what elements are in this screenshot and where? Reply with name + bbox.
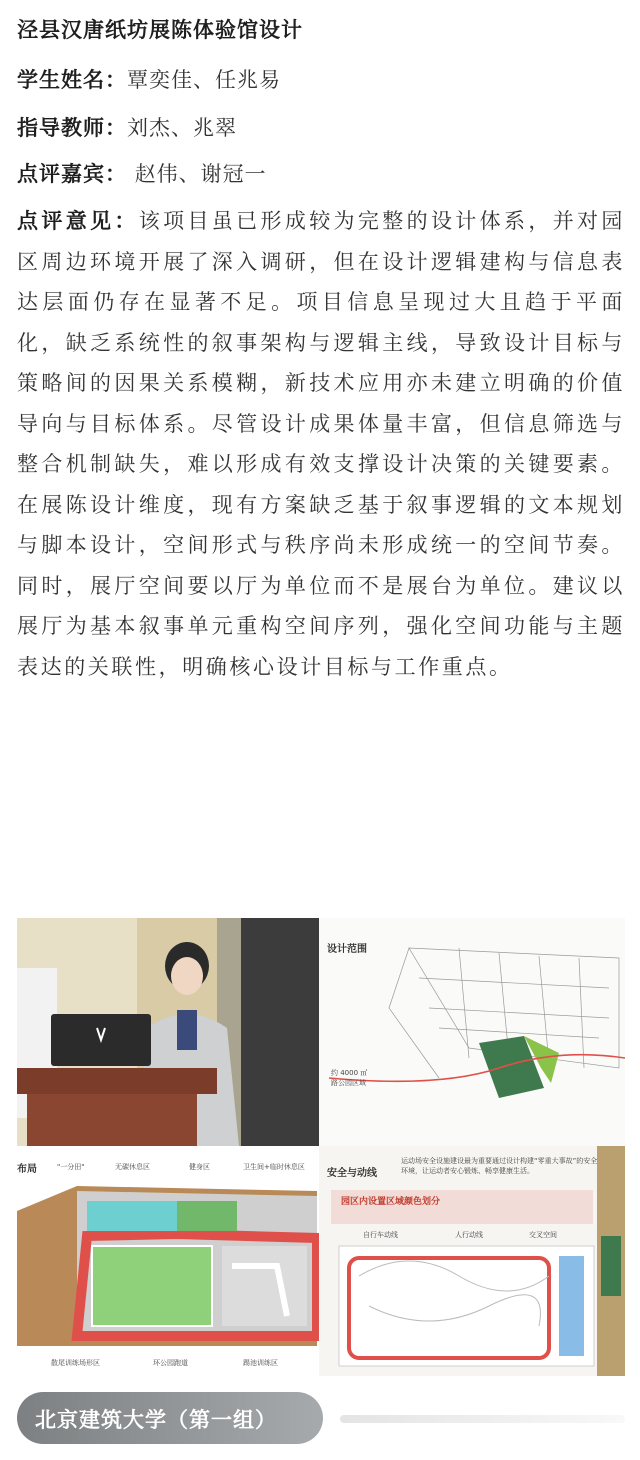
scope-slide xyxy=(319,918,625,1146)
layout-label-3: 健身区 xyxy=(189,1163,210,1171)
scope-area: 约 4000 ㎡ xyxy=(331,1069,368,1077)
layout-label-5: 散尾训练场形区 xyxy=(51,1359,100,1367)
student-label: 学生姓名： xyxy=(17,68,127,92)
layout-label-2: 无碳休息区 xyxy=(115,1163,150,1171)
layout-plan xyxy=(17,1146,319,1376)
zone-title: 园区内设置区域颜色划分 xyxy=(341,1197,441,1207)
scope-area-label: 路公园区域 xyxy=(331,1079,366,1087)
teacher-value: 刘杰、兆翠 xyxy=(127,116,237,140)
layout-label-7: 踢池训练区 xyxy=(243,1359,278,1367)
safety-title: 安全与动线 xyxy=(327,1168,377,1179)
route-plan xyxy=(319,1146,625,1376)
review-comment xyxy=(17,201,625,687)
teacher-label: 指导教师： xyxy=(17,116,127,140)
safety-description: 运动场安全设施建设最为重要通过设计构建“零重大事故”的安全环境，让运动者安心锻炼、畅享健康生活。 xyxy=(401,1157,598,1175)
legend-walk: 人行动线 xyxy=(455,1231,483,1239)
student-row xyxy=(17,64,281,94)
safety-slide xyxy=(319,1146,625,1376)
footer-group-label: 北京建筑大学（第一组） xyxy=(35,1408,277,1432)
layout-label-6: 环公园跑道 xyxy=(153,1359,188,1367)
site-map xyxy=(319,918,625,1146)
comment-label: 点评意见： xyxy=(17,209,139,233)
layout-slide xyxy=(17,1146,319,1376)
footer-divider xyxy=(340,1415,625,1423)
comment-text: 该项目虽已形成较为完整的设计体系，并对园区周边环境开展了深入调研，但在设计逻辑建构与信息表达层面仍存在显著不足。项目信息呈现过大且趋于平面化，缺乏系统性的叙事架构与逻辑主线，导致设计目标与策略间的因果关系模糊，新技术应用亦未建立明确的价值导向与目标体系。尽管设计成果体量丰富，但信息筛选与整合机制缺失，难以形成有效支撑设计决策的关键要素。在展陈设计维度，现有方案缺乏基于叙事逻辑的文本规划与脚本设计，空间形式与秩序尚未形成统一的空间节奏。同时，展厅空间要以厅为单位而不是展台为单位。建议以展厅为基本叙事单元重构空间序列，强化空间功能与主题表达的关联性，明确核心设计目标与工作重点。 xyxy=(17,209,625,679)
guest-value: 赵伟、谢冠一 xyxy=(134,162,267,186)
teacher-row xyxy=(17,112,237,142)
layout-label-4: 卫生间+临时休息区 xyxy=(243,1163,305,1171)
project-title: 泾县汉唐纸坊展陈体验馆设计 xyxy=(17,18,303,42)
layout-title: 布局 xyxy=(17,1164,37,1175)
presenter-illustration xyxy=(17,918,319,1146)
student-value: 覃奕佳、任兆易 xyxy=(127,68,281,92)
presenter-photo xyxy=(17,918,319,1146)
guest-label: 点评嘉宾： xyxy=(17,162,127,186)
presentation-photos xyxy=(17,918,625,1376)
layout-label-1: "一分田" xyxy=(57,1163,85,1171)
footer-group-badge xyxy=(17,1392,323,1444)
scope-title: 设计范围 xyxy=(327,944,367,955)
legend-bike: 自行车动线 xyxy=(363,1231,398,1239)
guest-row xyxy=(17,158,267,188)
legend-cross: 交叉空间 xyxy=(529,1231,557,1239)
